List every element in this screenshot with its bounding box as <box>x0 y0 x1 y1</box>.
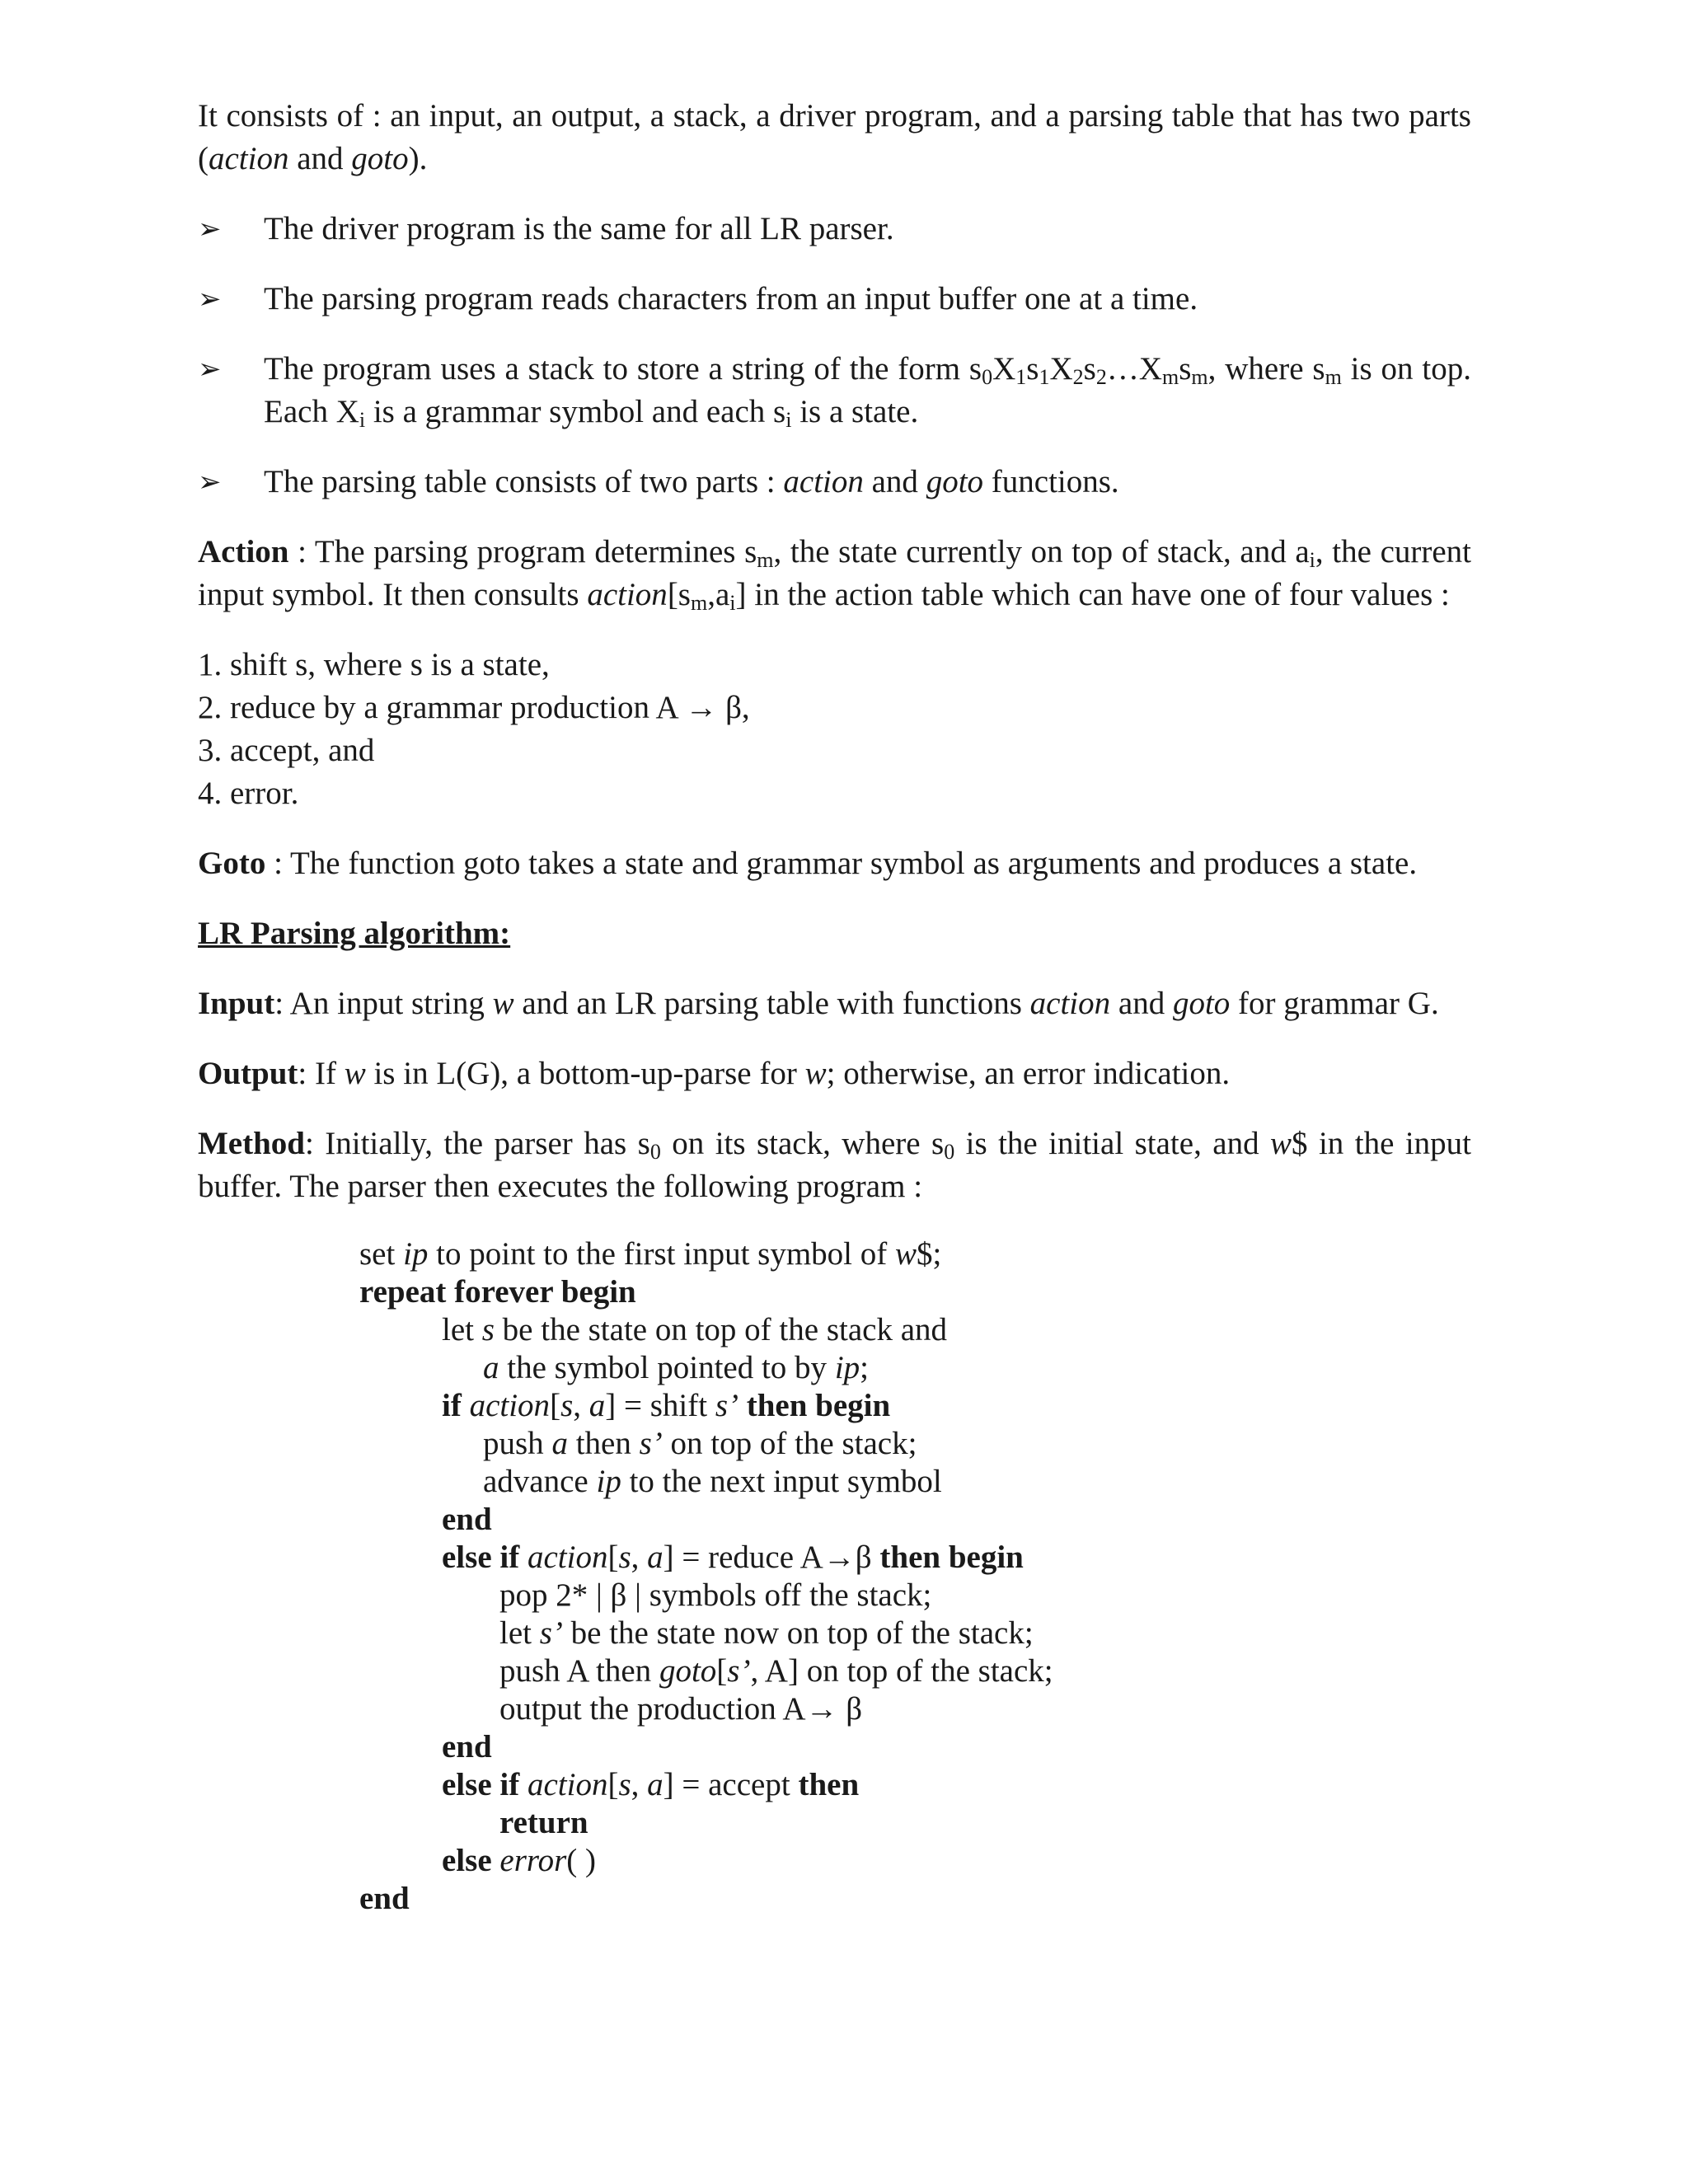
text-run: ] = shift <box>605 1388 715 1423</box>
code-line <box>359 1349 1471 1387</box>
text-run: , <box>631 1767 648 1802</box>
italic-term: s’ <box>639 1426 663 1461</box>
intro-and-word: and <box>288 141 352 176</box>
text-run: to point to the first input symbol of <box>428 1236 895 1272</box>
text-run: is on top. Each X <box>264 351 1471 429</box>
text-run: set <box>359 1236 404 1272</box>
text-run: and an LR parsing table with functions <box>513 986 1030 1021</box>
text-run: s <box>1083 351 1096 387</box>
text-run: push <box>483 1426 552 1461</box>
italic-term: goto <box>1172 986 1231 1021</box>
action-label: Action <box>198 534 289 569</box>
text-run: on its stack, where s <box>660 1126 945 1161</box>
text-run: be the state now on top of the stack; <box>562 1615 1034 1651</box>
code-line <box>359 1728 1471 1766</box>
code-line <box>359 1463 1471 1501</box>
method-paragraph <box>198 1122 1471 1208</box>
text-run: , the state currently on top of stack, and a <box>773 534 1310 569</box>
text-run: ] in the action table which can have one of four values : <box>735 577 1450 612</box>
text-run: , the current input symbol. It then consults <box>198 534 1471 612</box>
method-label: Method <box>198 1126 305 1161</box>
text-run: s <box>1179 351 1192 387</box>
bullet-item <box>198 208 1471 251</box>
code-line <box>359 1690 1471 1728</box>
text-run: ] = accept <box>663 1767 799 1802</box>
intro-end: ). <box>408 141 428 176</box>
italic-term: a <box>647 1767 663 1802</box>
text-run: on top of the stack; <box>662 1426 917 1461</box>
code-line <box>359 1880 1471 1918</box>
italic-term: s <box>560 1388 574 1423</box>
italic-term: s’ <box>715 1388 738 1423</box>
text-run: [ <box>716 1653 728 1689</box>
intro-action-word: action <box>209 141 289 176</box>
text-run: : Initially, the parser has s <box>305 1126 650 1161</box>
code-line <box>359 1425 1471 1463</box>
algorithm-code <box>359 1235 1471 1918</box>
action-paragraph <box>198 531 1471 616</box>
intro-paragraph <box>198 95 1471 180</box>
keyword: then <box>798 1767 860 1802</box>
list-item: 4. error. <box>198 776 299 811</box>
subscript: m <box>690 591 708 615</box>
italic-term: a <box>551 1426 568 1461</box>
input-paragraph <box>198 982 1471 1025</box>
text-run: : The parsing program determines s <box>288 534 757 569</box>
text-run: the symbol pointed to by <box>499 1350 835 1385</box>
italic-term: s <box>618 1540 631 1575</box>
bullet-text: The driver program is the same for all LR parser. <box>264 211 894 246</box>
document-page <box>198 95 1471 1918</box>
italic-term: action <box>1029 986 1111 1021</box>
text-run: pop 2* | β | symbols off the stack; <box>499 1577 932 1613</box>
text-run: X <box>992 351 1016 387</box>
italic-term: a <box>483 1350 499 1385</box>
subscript: 0 <box>982 365 993 389</box>
code-line <box>359 1652 1471 1690</box>
keyword: repeat forever begin <box>359 1274 636 1310</box>
italic-term: w <box>804 1056 827 1091</box>
text-run: s <box>1026 351 1039 387</box>
text-run: is a grammar symbol and each s <box>365 394 786 429</box>
text-run: , <box>631 1540 648 1575</box>
goto-paragraph <box>198 842 1471 885</box>
text-run: is in L(G), a bottom-up-parse for <box>365 1056 805 1091</box>
keyword: if <box>442 1388 470 1423</box>
subscript: m <box>757 548 774 572</box>
output-paragraph <box>198 1052 1471 1095</box>
subscript: 1 <box>1039 365 1050 389</box>
text-run: let <box>499 1615 540 1651</box>
subscript: m <box>1325 365 1342 389</box>
subscript: i <box>785 408 792 432</box>
code-line <box>359 1804 1471 1842</box>
text-run: The parsing table consists of two parts : <box>264 464 784 499</box>
italic-term: ip <box>834 1350 860 1385</box>
text-run: The program uses a stack to store a string of the form s <box>264 351 982 387</box>
output-label: Output <box>198 1056 298 1091</box>
text-run: : The function goto takes a state and grammar symbol as arguments and produces a state. <box>265 846 1418 881</box>
text-run: …X <box>1106 351 1162 387</box>
bullet-text <box>264 464 1119 499</box>
italic-term: action <box>527 1767 608 1802</box>
text-run: push A then <box>499 1653 659 1689</box>
italic-term: w <box>1270 1126 1292 1161</box>
text-run: functions. <box>983 464 1119 499</box>
arrow-bullet-icon: ➢ <box>198 213 222 246</box>
text-run: [ <box>550 1388 561 1423</box>
text-run: , A] on top of the stack; <box>750 1653 1053 1689</box>
italic-term: s’ <box>727 1653 751 1689</box>
subscript: 2 <box>1072 365 1084 389</box>
list-item: 1. shift s, where s is a state, <box>198 647 550 682</box>
subscript: i <box>1309 548 1315 572</box>
subscript: i <box>729 591 736 615</box>
text-run: is a state. <box>791 394 919 429</box>
code-line <box>359 1387 1471 1425</box>
text-run: : An input string <box>274 986 493 1021</box>
text-run: is the initial state, and <box>954 1126 1271 1161</box>
text-run: ,a <box>707 577 730 612</box>
code-line <box>359 1311 1471 1349</box>
italic-term: s <box>618 1767 631 1802</box>
arrow-bullet-icon: ➢ <box>198 353 222 386</box>
keyword: else if <box>442 1767 528 1802</box>
code-line <box>359 1615 1471 1652</box>
italic-term: action <box>527 1540 608 1575</box>
italic-term: action <box>783 464 864 499</box>
bullet-item <box>198 348 1471 434</box>
italic-term: error <box>499 1843 567 1878</box>
keyword: end <box>442 1502 492 1537</box>
text-run: [ <box>607 1767 619 1802</box>
arrow-bullet-icon: ➢ <box>198 466 222 499</box>
code-line <box>359 1273 1471 1311</box>
code-line <box>359 1501 1471 1539</box>
code-line <box>359 1766 1471 1804</box>
subscript: 2 <box>1095 365 1107 389</box>
text-run: and <box>863 464 926 499</box>
text-run: [s <box>667 577 691 612</box>
action-values-list <box>198 644 1471 815</box>
italic-term: action <box>469 1388 551 1423</box>
keyword: else <box>442 1843 500 1878</box>
text-run: $ in the input buffer. The parser then executes the following program : <box>198 1126 1472 1204</box>
text-run: ; otherwise, an error indication. <box>826 1056 1231 1091</box>
italic-term: w <box>895 1236 917 1272</box>
text-run: be the state on top of the stack and <box>494 1312 948 1347</box>
intro-goto-word: goto <box>351 141 409 176</box>
text-run: then <box>567 1426 640 1461</box>
italic-term: a <box>588 1388 606 1423</box>
bullet-text: The parsing program reads characters from an input buffer one at a time. <box>264 281 1198 316</box>
keyword: end <box>359 1881 410 1916</box>
subscript: m <box>1191 365 1208 389</box>
text-run: ] = reduce A→β <box>663 1540 880 1575</box>
code-line <box>359 1235 1471 1273</box>
text-run: , <box>573 1388 589 1423</box>
text-run: to the next input symbol <box>621 1464 942 1499</box>
subscript: i <box>359 408 366 432</box>
text-run: ( ) <box>566 1843 597 1878</box>
code-line <box>359 1842 1471 1880</box>
italic-term: s’ <box>539 1615 563 1651</box>
subscript: 0 <box>649 1140 661 1164</box>
text-run: let <box>442 1312 482 1347</box>
keyword: then begin <box>738 1388 891 1423</box>
bullet-item <box>198 461 1471 504</box>
subscript: 1 <box>1015 365 1027 389</box>
text-run: advance <box>483 1464 597 1499</box>
keyword: return <box>499 1805 588 1840</box>
italic-term: a <box>647 1540 663 1575</box>
arrow-bullet-icon: ➢ <box>198 283 222 316</box>
input-label: Input <box>198 986 275 1021</box>
algorithm-heading <box>198 912 1471 955</box>
text-run: ; <box>860 1350 869 1385</box>
italic-term: ip <box>403 1236 429 1272</box>
keyword: else if <box>442 1540 528 1575</box>
bullet-item <box>198 278 1471 321</box>
heading-text: LR Parsing algorithm: <box>198 916 511 951</box>
subscript: m <box>1162 365 1179 389</box>
list-item: 2. reduce by a grammar production A → β, <box>198 690 750 725</box>
bullet-text <box>264 351 1471 432</box>
bullet-list <box>198 208 1471 504</box>
italic-term: w <box>492 986 514 1021</box>
text-run: , where s <box>1207 351 1325 387</box>
subscript: 0 <box>944 1140 955 1164</box>
text-run: : If <box>298 1056 345 1091</box>
goto-label: Goto <box>198 846 266 881</box>
code-line <box>359 1577 1471 1615</box>
italic-term: w <box>344 1056 366 1091</box>
code-line <box>359 1539 1471 1577</box>
text-run: $; <box>917 1236 942 1272</box>
text-run: for grammar G. <box>1230 986 1439 1021</box>
italic-term: goto <box>659 1653 717 1689</box>
italic-term: s <box>481 1312 495 1347</box>
text-run: X <box>1049 351 1073 387</box>
italic-term: ip <box>596 1464 621 1499</box>
italic-term: action <box>587 577 668 612</box>
list-item: 3. accept, and <box>198 733 375 768</box>
keyword: end <box>442 1729 492 1765</box>
keyword: then begin <box>879 1540 1024 1575</box>
text-run: [ <box>607 1540 619 1575</box>
italic-term: goto <box>926 464 984 499</box>
intro-text: It consists of : an input, an output, a stack, a driver program, and a parsing table that has two parts ( <box>198 98 1471 176</box>
text-run: output the production A→ β <box>499 1691 863 1727</box>
text-run: and <box>1110 986 1173 1021</box>
